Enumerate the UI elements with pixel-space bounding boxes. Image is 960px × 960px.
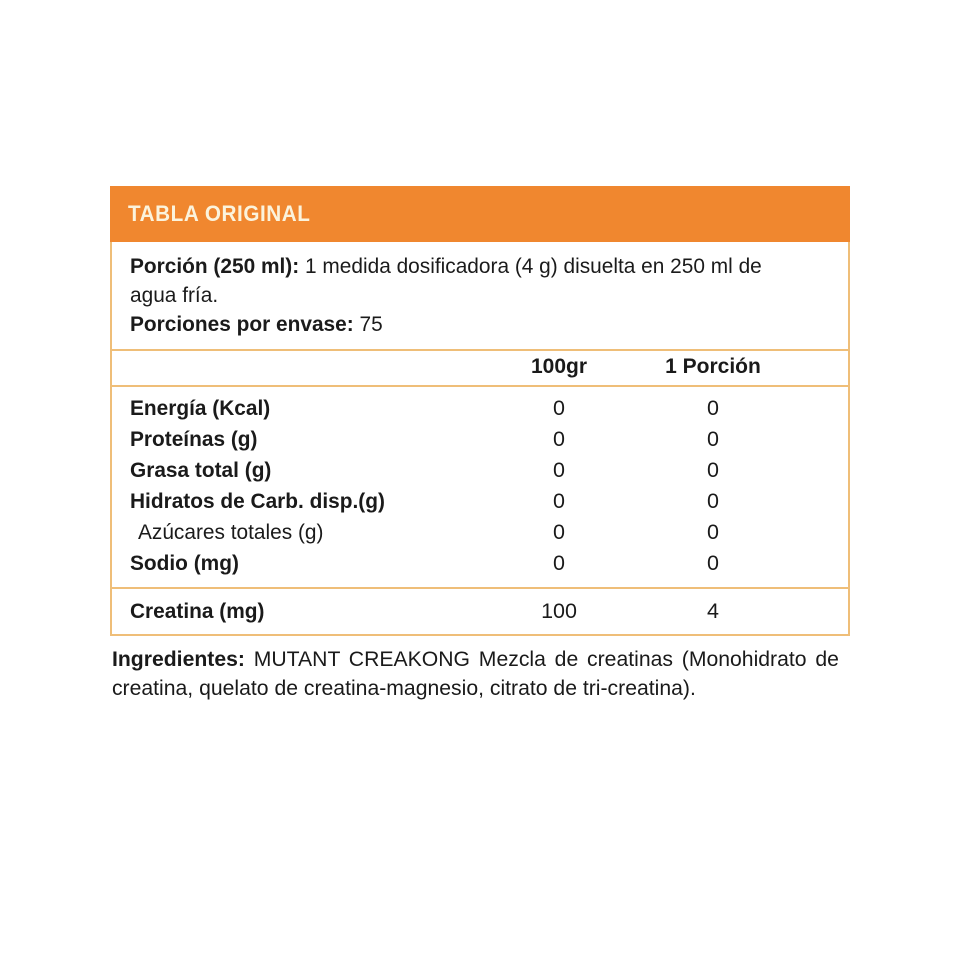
nutrient-value-100gr: 0 [553, 489, 565, 513]
portion-label: Porción (250 ml): [130, 254, 300, 278]
table-row [112, 517, 848, 548]
nutrient-name: Proteínas (g) [130, 427, 258, 451]
creatine-section [110, 589, 850, 634]
nutrient-name: Grasa total (g) [130, 458, 272, 482]
ingredients-label: Ingredientes: [111, 647, 245, 671]
ingredients-block [110, 645, 839, 703]
nutrient-name: Azúcares totales (g) [138, 520, 324, 544]
table-row [112, 424, 848, 455]
nutrient-value-100gr: 0 [553, 427, 565, 451]
table-row [112, 455, 848, 486]
nutrient-value-portion: 0 [707, 427, 719, 451]
nutrient-value-portion: 0 [707, 489, 719, 513]
portion-line [130, 252, 813, 310]
nutrient-value-100gr: 0 [553, 551, 565, 575]
nutrient-name: Sodio (mg) [130, 551, 239, 575]
label-title-bar [110, 186, 850, 242]
nutrient-rows-section [110, 387, 850, 587]
column-header-row [112, 351, 848, 385]
ingredients-text: MUTANT CREAKONG Mezcla de creatinas (Monohidrato de creatina, quelato de creatina-magnesio, citrato de tri-creatina). [111, 647, 839, 700]
table-row-creatine [112, 589, 848, 634]
portion-value: 1 medida dosificadora (4 g) disuelta en 250 ml de agua fría. [130, 254, 762, 307]
nutrient-value-portion: 0 [707, 551, 719, 575]
nutrient-name: Hidratos de Carb. disp.(g) [130, 489, 385, 513]
table-row [112, 548, 848, 579]
table-row [112, 393, 848, 424]
serving-section [110, 242, 850, 349]
nutrient-name: Energía (Kcal) [130, 396, 271, 420]
column-header-portion: 1 Porción [665, 355, 761, 378]
nutrient-value-portion: 0 [707, 458, 719, 482]
nutrient-value-100gr: 0 [553, 520, 565, 544]
table-row [112, 486, 848, 517]
serving-block [112, 242, 848, 349]
column-header-100gr: 100gr [530, 355, 588, 378]
nutrient-value-100gr: 0 [553, 396, 565, 420]
nutrient-rows [112, 387, 848, 587]
page-title: TABLA ORIGINAL [128, 201, 311, 226]
servings-value: 75 [353, 312, 383, 336]
creatine-value-100gr: 100 [541, 599, 577, 623]
column-header-section [110, 351, 850, 385]
servings-label: Porciones por envase: [130, 312, 354, 336]
nutrient-value-100gr: 0 [553, 458, 565, 482]
nutrition-label [110, 186, 850, 703]
servings-per-container-line [130, 310, 813, 339]
nutrient-value-portion: 0 [707, 520, 719, 544]
divider-table-bottom [110, 634, 850, 636]
nutrient-value-portion: 0 [707, 396, 719, 420]
creatine-value-portion: 4 [707, 599, 719, 623]
creatine-name: Creatina (mg) [130, 599, 265, 623]
